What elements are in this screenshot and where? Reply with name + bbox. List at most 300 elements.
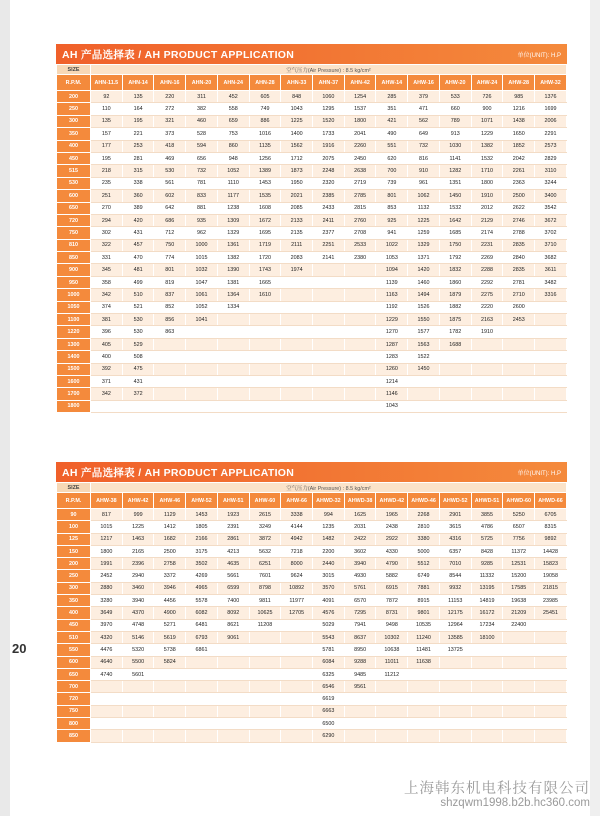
model-header: AHW-38	[91, 493, 123, 509]
hp-value: 5320	[122, 644, 154, 656]
hp-value: 3175	[186, 545, 218, 557]
hp-value	[249, 351, 281, 363]
hp-value: 5146	[122, 631, 154, 643]
hp-value: 1032	[186, 264, 218, 276]
hp-value: 1238	[217, 202, 249, 214]
hp-value: 2746	[503, 214, 535, 226]
hp-value: 2363	[503, 177, 535, 189]
hp-value: 1532	[439, 202, 471, 214]
hp-value: 272	[154, 103, 186, 115]
table-row	[57, 668, 567, 680]
table-title: AH 产品选择表 / AH PRODUCT APPLICATION	[62, 466, 295, 479]
hp-value	[439, 375, 471, 387]
hp-value: 6481	[186, 619, 218, 631]
hp-value: 1043	[376, 400, 408, 412]
hp-value: 749	[249, 103, 281, 115]
hp-value: 856	[154, 314, 186, 326]
hp-value: 1254	[344, 91, 376, 103]
hp-value: 1699	[535, 103, 567, 115]
hp-value: 1852	[503, 140, 535, 152]
hp-value: 2829	[535, 152, 567, 164]
hp-value: 1309	[217, 214, 249, 226]
hp-value: 1052	[186, 301, 218, 313]
hp-value: 1060	[313, 91, 345, 103]
hp-value: 9561	[344, 681, 376, 693]
hp-value	[186, 326, 218, 338]
rpm-value: 750	[57, 227, 91, 239]
hp-value: 6325	[313, 668, 345, 680]
hp-value	[281, 656, 313, 668]
hp-value: 1800	[471, 177, 503, 189]
table-row	[57, 375, 567, 387]
hp-value: 1577	[408, 326, 440, 338]
hp-value: 1463	[122, 533, 154, 545]
hp-value: 817	[91, 509, 123, 521]
hp-value: 3372	[154, 570, 186, 582]
hp-value: 533	[439, 91, 471, 103]
hp-value: 6290	[313, 730, 345, 742]
hp-value	[313, 326, 345, 338]
table-row	[57, 91, 567, 103]
hp-value: 2758	[154, 558, 186, 570]
hp-value: 342	[91, 289, 123, 301]
hp-value: 8915	[408, 595, 440, 607]
hp-value	[408, 400, 440, 412]
hp-value: 1879	[439, 289, 471, 301]
table-row	[57, 681, 567, 693]
hp-value	[281, 326, 313, 338]
hp-value: 2719	[344, 177, 376, 189]
rpm-value: 1600	[57, 375, 91, 387]
hp-value: 4269	[186, 570, 218, 582]
hp-value: 1550	[408, 314, 440, 326]
hp-value: 360	[122, 190, 154, 202]
hp-value: 1520	[313, 115, 345, 127]
hp-value: 475	[122, 363, 154, 375]
model-header: AHWD-38	[344, 493, 376, 509]
hp-value: 1805	[186, 521, 218, 533]
hp-value	[281, 668, 313, 680]
hp-value: 2440	[313, 558, 345, 570]
hp-value: 2042	[503, 152, 535, 164]
hp-value: 1910	[471, 326, 503, 338]
hp-value	[122, 705, 154, 717]
hp-value	[154, 400, 186, 412]
rpm-value: 1300	[57, 338, 91, 350]
hp-value	[217, 400, 249, 412]
table-row	[57, 607, 567, 619]
hp-value: 5601	[122, 668, 154, 680]
hp-value: 1016	[249, 128, 281, 140]
hp-value	[439, 730, 471, 742]
hp-value: 342	[91, 388, 123, 400]
hp-value: 4330	[376, 545, 408, 557]
hp-value	[186, 375, 218, 387]
hp-value: 471	[408, 103, 440, 115]
hp-value: 5619	[154, 631, 186, 643]
rpm-value: 700	[57, 681, 91, 693]
hp-value	[249, 681, 281, 693]
hp-value	[186, 363, 218, 375]
hp-value: 1225	[122, 521, 154, 533]
hp-value	[344, 326, 376, 338]
hp-value: 302	[91, 227, 123, 239]
hp-value: 1043	[281, 103, 313, 115]
hp-value: 686	[154, 214, 186, 226]
hp-value: 3015	[313, 570, 345, 582]
hp-value	[535, 693, 567, 705]
hp-value	[344, 730, 376, 742]
hp-value	[281, 375, 313, 387]
hp-value: 656	[186, 152, 218, 164]
hp-value	[344, 363, 376, 375]
hp-value: 2708	[344, 227, 376, 239]
hp-value: 2248	[313, 165, 345, 177]
rpm-value: 510	[57, 631, 91, 643]
hp-value	[281, 351, 313, 363]
hp-value: 21209	[503, 607, 535, 619]
model-header: AHWD-42	[376, 493, 408, 509]
hp-value	[313, 400, 345, 412]
hp-value: 660	[439, 103, 471, 115]
hp-value: 25451	[535, 607, 567, 619]
hp-value: 860	[217, 140, 249, 152]
hp-value: 1329	[408, 239, 440, 251]
hp-value: 1052	[217, 165, 249, 177]
hp-value: 3682	[535, 252, 567, 264]
hp-value: 2380	[344, 252, 376, 264]
hp-value: 1743	[249, 264, 281, 276]
hp-value: 4635	[217, 558, 249, 570]
hp-value: 961	[408, 177, 440, 189]
hp-value	[154, 351, 186, 363]
hp-value: 558	[217, 103, 249, 115]
hp-value: 985	[503, 91, 535, 103]
hp-value	[471, 718, 503, 730]
hp-value: 2292	[471, 276, 503, 288]
hp-value: 1695	[249, 227, 281, 239]
hp-value	[281, 363, 313, 375]
table-header-bar	[56, 462, 567, 482]
hp-value	[249, 338, 281, 350]
hp-value: 510	[122, 289, 154, 301]
hp-value: 913	[439, 128, 471, 140]
hp-value: 1733	[313, 128, 345, 140]
product-table-panel-2	[56, 462, 567, 743]
hp-value: 5000	[408, 545, 440, 557]
hp-value: 3502	[186, 558, 218, 570]
hp-value: 2083	[281, 252, 313, 264]
hp-value: 1132	[408, 202, 440, 214]
hp-value: 15823	[535, 558, 567, 570]
hp-value: 753	[217, 128, 249, 140]
model-header: AHN-24	[217, 75, 249, 91]
hp-value: 5632	[249, 545, 281, 557]
hp-value: 4320	[91, 631, 123, 643]
hp-value: 2638	[344, 165, 376, 177]
hp-value	[439, 681, 471, 693]
hp-value	[217, 681, 249, 693]
rpm-value: 250	[57, 103, 91, 115]
hp-value: 2288	[471, 264, 503, 276]
hp-value: 2200	[313, 545, 345, 557]
hp-value: 732	[186, 165, 218, 177]
table-row	[57, 631, 567, 643]
model-header: AHW-28	[503, 75, 535, 91]
right-edge-strip	[590, 0, 600, 816]
hp-value	[344, 301, 376, 313]
hp-value	[535, 730, 567, 742]
table-row	[57, 521, 567, 533]
hp-value	[344, 264, 376, 276]
hp-value	[249, 718, 281, 730]
hp-value: 9498	[376, 619, 408, 631]
table-row	[57, 533, 567, 545]
hp-value: 1535	[249, 190, 281, 202]
hp-value	[281, 705, 313, 717]
hp-value	[471, 693, 503, 705]
hp-value: 2453	[503, 314, 535, 326]
hp-value: 9288	[344, 656, 376, 668]
table-row	[57, 582, 567, 594]
hp-value: 1688	[439, 338, 471, 350]
hp-value: 1334	[217, 301, 249, 313]
hp-value: 1710	[471, 165, 503, 177]
model-header: AHW-32	[535, 75, 567, 91]
hp-value: 6619	[313, 693, 345, 705]
hp-value: 2260	[344, 140, 376, 152]
hp-value: 1750	[439, 239, 471, 251]
table-row	[57, 301, 567, 313]
model-header: AHN-28	[249, 75, 281, 91]
hp-value	[376, 705, 408, 717]
hp-value	[217, 351, 249, 363]
hp-value: 1022	[376, 239, 408, 251]
hp-value	[376, 693, 408, 705]
hp-value: 2141	[313, 252, 345, 264]
hp-value: 2922	[376, 533, 408, 545]
model-header: AHW-46	[154, 493, 186, 509]
hp-value: 1494	[408, 289, 440, 301]
hp-value	[154, 375, 186, 387]
hp-value: 1482	[313, 533, 345, 545]
hp-value: 6500	[313, 718, 345, 730]
hp-value: 2500	[503, 190, 535, 202]
hp-value: 251	[91, 190, 123, 202]
hp-value: 3316	[535, 289, 567, 301]
hp-value	[217, 730, 249, 742]
hp-value: 10638	[376, 644, 408, 656]
hp-value: 7756	[503, 533, 535, 545]
hp-value	[535, 644, 567, 656]
hp-value: 8731	[376, 607, 408, 619]
hp-value: 135	[91, 115, 123, 127]
hp-value: 5543	[313, 631, 345, 643]
hp-value	[344, 351, 376, 363]
hp-value: 10625	[249, 607, 281, 619]
hp-value	[249, 301, 281, 313]
hp-value: 1390	[217, 264, 249, 276]
hp-value: 1562	[281, 140, 313, 152]
hp-value	[471, 644, 503, 656]
hp-value	[313, 375, 345, 387]
hp-value: 1450	[408, 363, 440, 375]
model-header: AHN-14	[122, 75, 154, 91]
hp-value: 3855	[471, 509, 503, 521]
hp-value	[313, 301, 345, 313]
hp-value: 900	[471, 103, 503, 115]
table-header-bar	[56, 44, 567, 64]
hp-value	[535, 351, 567, 363]
rpm-value: 900	[57, 264, 91, 276]
hp-value	[186, 668, 218, 680]
hp-value: 2901	[439, 509, 471, 521]
hp-value	[281, 276, 313, 288]
model-header: AHWD-46	[408, 493, 440, 509]
hp-value: 2006	[535, 115, 567, 127]
hp-value: 2163	[471, 314, 503, 326]
hp-value: 8798	[249, 582, 281, 594]
hp-value: 5512	[408, 558, 440, 570]
rpm-value: 1500	[57, 363, 91, 375]
hp-value: 322	[91, 239, 123, 251]
hp-value: 3710	[535, 239, 567, 251]
hp-value: 22400	[503, 619, 535, 631]
hp-value: 852	[154, 301, 186, 313]
hp-value	[186, 705, 218, 717]
hp-value: 5882	[376, 570, 408, 582]
table-row	[57, 363, 567, 375]
hp-value	[471, 351, 503, 363]
hp-value: 3482	[535, 276, 567, 288]
hp-value: 3970	[91, 619, 123, 631]
hp-value: 14428	[535, 545, 567, 557]
hp-value: 1860	[439, 276, 471, 288]
hp-value: 7601	[249, 570, 281, 582]
hp-value	[408, 730, 440, 742]
hp-value	[281, 301, 313, 313]
hp-value: 11208	[249, 619, 281, 631]
hp-value: 801	[154, 264, 186, 276]
table-row	[57, 214, 567, 226]
hp-value	[249, 388, 281, 400]
hp-value: 801	[376, 190, 408, 202]
hp-value: 1650	[503, 128, 535, 140]
hp-value: 1041	[186, 314, 218, 326]
hp-value: 379	[408, 91, 440, 103]
hp-value	[503, 693, 535, 705]
hp-value: 372	[122, 388, 154, 400]
hp-value: 1071	[471, 115, 503, 127]
hp-value: 5738	[154, 644, 186, 656]
hp-value: 6507	[503, 521, 535, 533]
hp-value: 373	[154, 128, 186, 140]
hp-value: 7872	[376, 595, 408, 607]
model-header: AHN-11.5	[91, 75, 123, 91]
hp-value: 8621	[217, 619, 249, 631]
hp-value	[439, 705, 471, 717]
hp-value: 221	[122, 128, 154, 140]
hp-value: 371	[91, 375, 123, 387]
hp-value: 4786	[471, 521, 503, 533]
rpm-label: R.P.M.	[57, 493, 91, 509]
hp-value	[408, 718, 440, 730]
hp-value: 521	[122, 301, 154, 313]
left-edge-strip	[0, 0, 10, 816]
hp-value: 2111	[281, 239, 313, 251]
hp-value	[439, 668, 471, 680]
hp-value: 1217	[91, 533, 123, 545]
hp-value: 1030	[439, 140, 471, 152]
hp-value	[376, 681, 408, 693]
hp-value: 2815	[344, 202, 376, 214]
hp-value: 2166	[186, 533, 218, 545]
hp-value	[503, 631, 535, 643]
rpm-value: 200	[57, 91, 91, 103]
hp-value: 2785	[344, 190, 376, 202]
hp-value	[154, 363, 186, 375]
hp-value	[91, 718, 123, 730]
hp-value: 418	[154, 140, 186, 152]
hp-value	[503, 718, 535, 730]
hp-value	[217, 705, 249, 717]
hp-value: 13725	[439, 644, 471, 656]
hp-value: 5824	[154, 656, 186, 668]
hp-value: 1192	[376, 301, 408, 313]
hp-value	[503, 400, 535, 412]
hp-value	[344, 314, 376, 326]
hp-value: 2600	[503, 301, 535, 313]
hp-value: 9811	[249, 595, 281, 607]
hp-value: 1800	[91, 545, 123, 557]
hp-value	[249, 656, 281, 668]
hp-value: 1047	[186, 276, 218, 288]
hp-value: 3542	[535, 202, 567, 214]
hp-value	[313, 363, 345, 375]
hp-value	[535, 375, 567, 387]
hp-value: 2220	[471, 301, 503, 313]
hp-value	[217, 326, 249, 338]
hp-value: 4740	[91, 668, 123, 680]
hp-value: 321	[154, 115, 186, 127]
hp-value: 9801	[408, 607, 440, 619]
hp-value: 863	[154, 326, 186, 338]
hp-value: 530	[122, 314, 154, 326]
hp-value	[91, 693, 123, 705]
table-row	[57, 388, 567, 400]
hp-value	[503, 668, 535, 680]
hp-value	[535, 619, 567, 631]
hp-value: 2500	[154, 545, 186, 557]
hp-value	[186, 730, 218, 742]
hp-value	[313, 276, 345, 288]
hp-value: 10302	[376, 631, 408, 643]
hp-value: 3649	[91, 607, 123, 619]
model-header: AHW-16	[408, 75, 440, 91]
rpm-value: 450	[57, 619, 91, 631]
hp-value: 1873	[281, 165, 313, 177]
hp-value: 311	[186, 91, 218, 103]
hp-value: 135	[122, 91, 154, 103]
hp-value: 819	[154, 276, 186, 288]
air-pressure-label: 空气压力(Air Pressure) : 8.5 kg/cm²	[91, 483, 567, 493]
hp-value: 4576	[313, 607, 345, 619]
hp-value	[122, 693, 154, 705]
table-row	[57, 177, 567, 189]
hp-value: 1389	[249, 165, 281, 177]
rpm-value: 300	[57, 582, 91, 594]
hp-value: 1361	[217, 239, 249, 251]
